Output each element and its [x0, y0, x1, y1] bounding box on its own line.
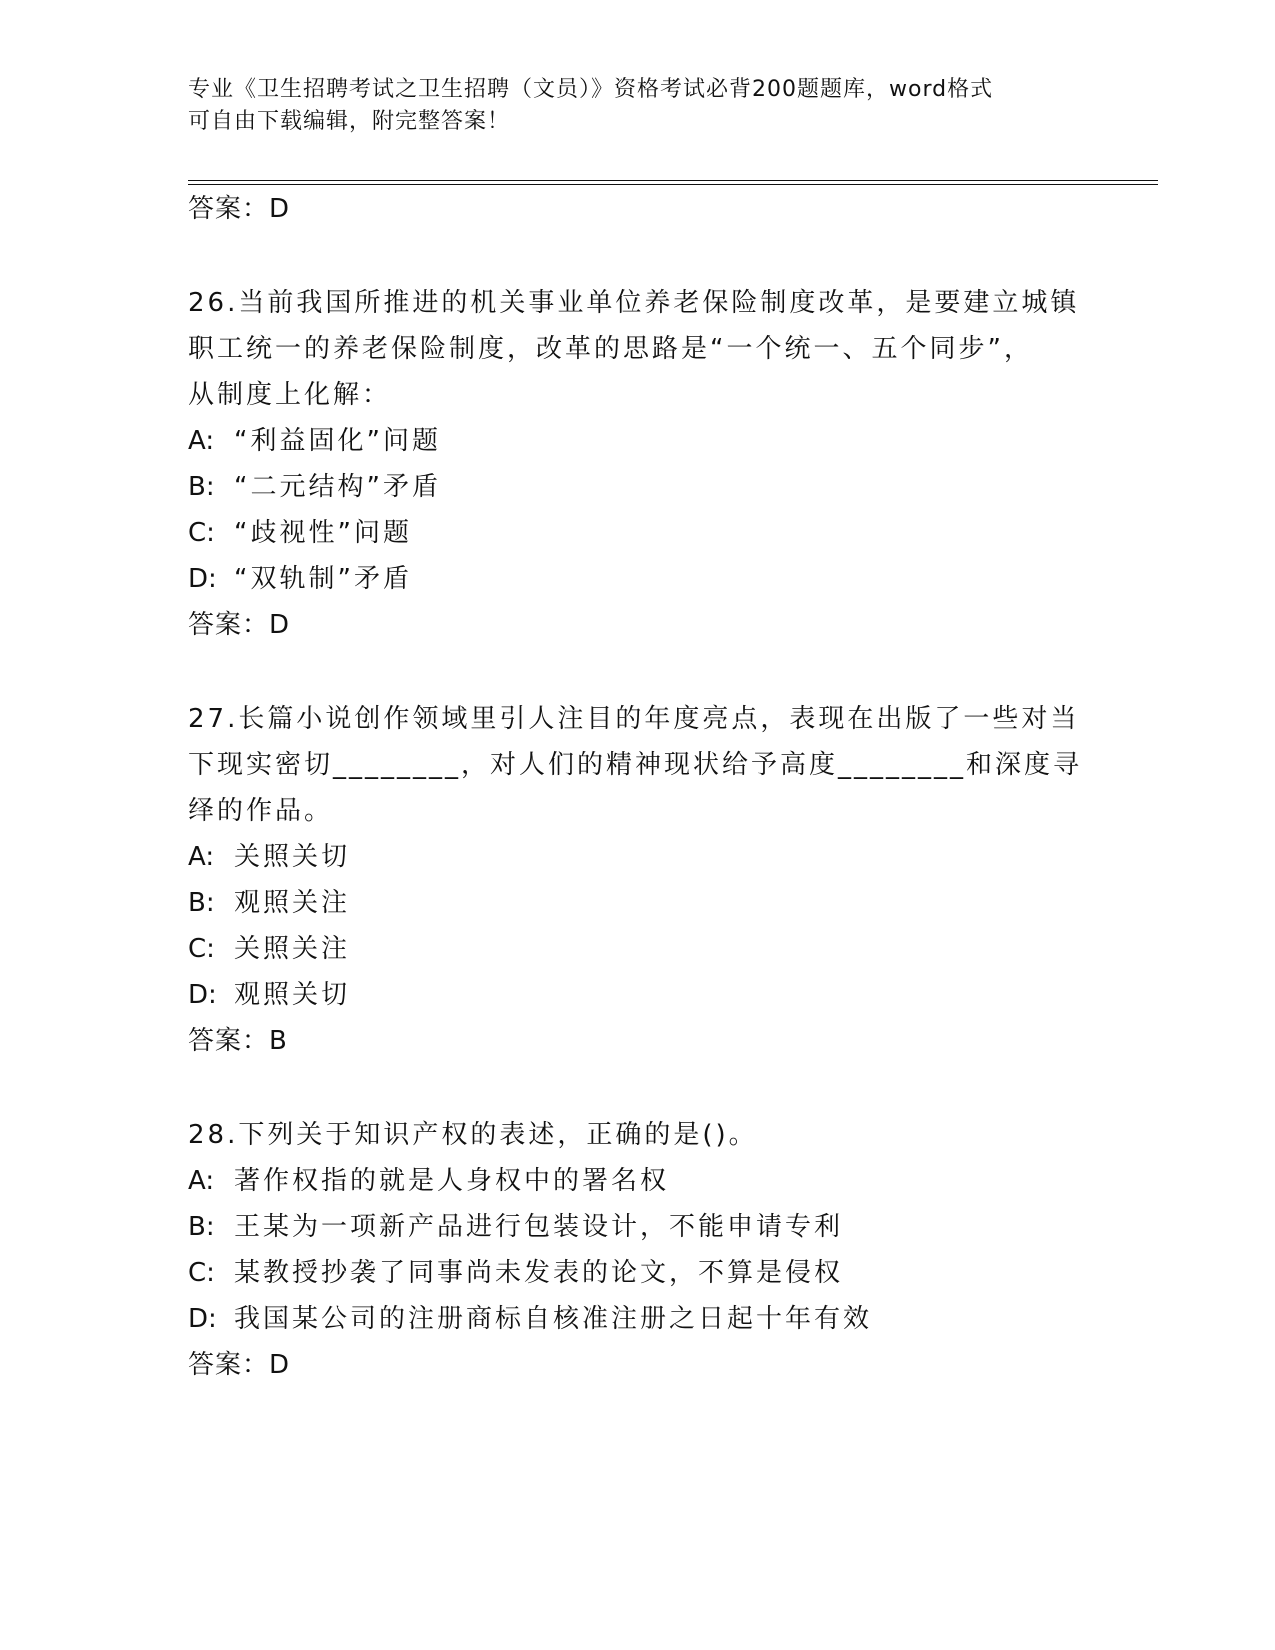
- option-b: [188, 1204, 1088, 1250]
- header-title-line-2: 可自由下载编辑，附完整答案！: [188, 109, 511, 134]
- question-27: [188, 696, 1088, 1064]
- option-b: [188, 880, 1088, 926]
- option-text: 关照关注: [234, 934, 351, 964]
- option-letter: B:: [188, 888, 215, 918]
- option-text: “双轨制”矛盾: [234, 564, 412, 594]
- option-letter: C:: [188, 518, 215, 548]
- option-c: [188, 1250, 1088, 1296]
- stem-line: 下现实密切________，对人们的精神现状给予高度________和深度寻: [188, 750, 1083, 780]
- option-text: 我国某公司的注册商标自核准注册之日起十年有效: [234, 1304, 873, 1334]
- answer-line: 答案：D: [188, 610, 291, 640]
- option-text: “利益固化”问题: [234, 426, 441, 456]
- option-letter: B:: [188, 472, 215, 502]
- option-d: [188, 556, 1088, 602]
- option-text: “二元结构”矛盾: [234, 472, 441, 502]
- option-letter: A:: [188, 842, 215, 872]
- question-26: [188, 280, 1088, 648]
- option-text: 某教授抄袭了同事尚未发表的论文，不算是侵权: [234, 1258, 844, 1288]
- stem-line: 绎的作品。: [188, 796, 334, 826]
- question-list: [188, 186, 1088, 1388]
- page-header: [188, 74, 1068, 138]
- option-b: [188, 464, 1088, 510]
- stem-line: 27.长篇小说创作领域里引人注目的年度亮点，表现在出版了一些对当: [188, 704, 1080, 734]
- option-letter: C:: [188, 1258, 215, 1288]
- question-28: [188, 1112, 1088, 1388]
- stem-line: 28.下列关于知识产权的表述，正确的是()。: [188, 1120, 758, 1150]
- question-stem: [188, 696, 1088, 834]
- question-stem: [188, 1112, 1088, 1158]
- stem-line: 从制度上化解：: [188, 380, 392, 410]
- option-letter: A:: [188, 426, 215, 456]
- stem-line: 职工统一的养老保险制度，改革的思路是“一个统一、五个同步”，: [188, 334, 1033, 364]
- option-text: 观照关切: [234, 980, 351, 1010]
- option-text: “歧视性”问题: [234, 518, 412, 548]
- answer-line: 答案：D: [188, 1350, 291, 1380]
- header-title-line-1: 专业《卫生招聘考试之卫生招聘（文员）》资格考试必背200题题库，word格式: [188, 77, 994, 102]
- option-text: 观照关注: [234, 888, 351, 918]
- option-d: [188, 972, 1088, 1018]
- option-a: [188, 1158, 1088, 1204]
- previous-answer: 答案：D: [188, 194, 291, 224]
- option-c: [188, 926, 1088, 972]
- answer-line: 答案：B: [188, 1026, 288, 1056]
- question-stem: [188, 280, 1088, 418]
- option-c: [188, 510, 1088, 556]
- option-letter: D:: [188, 980, 217, 1010]
- option-letter: A:: [188, 1166, 215, 1196]
- option-d: [188, 1296, 1088, 1342]
- option-a: [188, 418, 1088, 464]
- option-letter: C:: [188, 934, 215, 964]
- option-text: 著作权指的就是人身权中的署名权: [234, 1166, 670, 1196]
- option-text: 关照关切: [234, 842, 351, 872]
- option-a: [188, 834, 1088, 880]
- header-divider: [188, 180, 1158, 185]
- option-letter: D:: [188, 564, 217, 594]
- option-text: 王某为一项新产品进行包装设计，不能申请专利: [234, 1212, 844, 1242]
- option-letter: D:: [188, 1304, 217, 1334]
- stem-line: 26.当前我国所推进的机关事业单位养老保险制度改革，是要建立城镇: [188, 288, 1080, 318]
- option-letter: B:: [188, 1212, 215, 1242]
